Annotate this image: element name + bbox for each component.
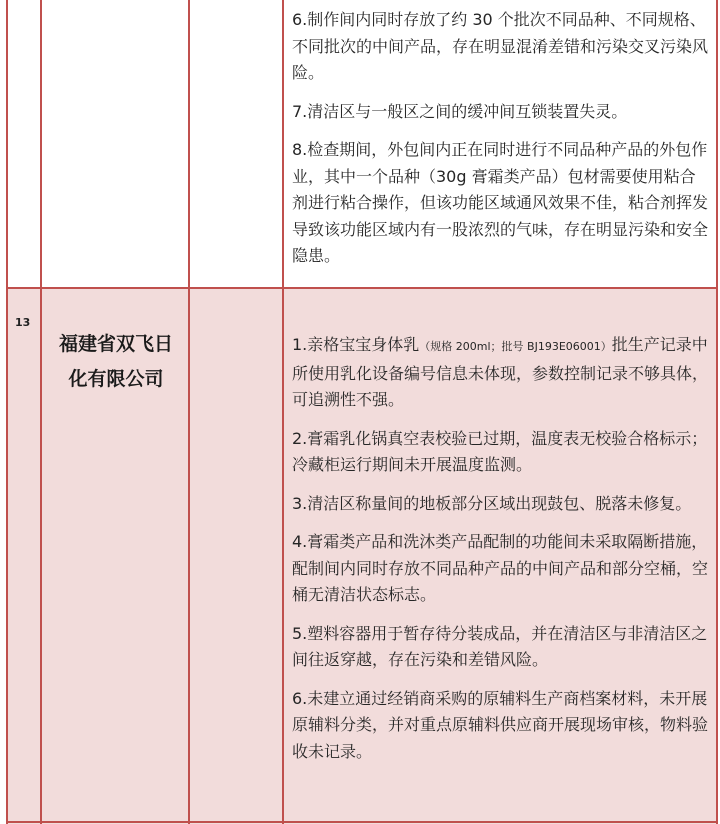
issue-item: 7.清洁区与一般区之间的缓冲间互锁装置失灵。 <box>292 101 628 121</box>
company-name: 福建省双飞日化有限公司 <box>58 333 173 390</box>
column-divider <box>282 0 284 824</box>
column-divider <box>40 0 42 824</box>
table-row-13 <box>8 289 716 824</box>
cell-issues <box>284 289 716 824</box>
row-number: 13 <box>15 316 31 329</box>
column-divider <box>188 0 190 824</box>
table-border-left <box>6 0 8 824</box>
issue-item: 2.膏霜乳化锅真空表校验已过期，温度表无校验合格标示；冷藏柜运行期间未开展温度监测。 <box>292 428 708 474</box>
cell-number <box>8 0 40 287</box>
row-divider <box>6 287 718 289</box>
cell-blank <box>190 0 282 287</box>
issue-item: 5.塑料容器用于暂存待分装成品，并在清洁区与非清洁区之间往返穿越，存在污染和差错风险。 <box>292 623 708 669</box>
issue-list <box>292 7 708 282</box>
issue-list <box>292 332 708 777</box>
cell-company <box>42 0 188 287</box>
issue-item: 4.膏霜类产品和洗沐类产品配制的功能间未采取隔断措施，配制间内同时存放不同品种产品的中间产品和部分空桶，空桶无清洁状态标志。 <box>292 532 709 604</box>
issue-item-lead: 1.亲格宝宝身体乳 <box>292 335 420 354</box>
cell-blank <box>190 289 282 824</box>
issue-item-spec: （规格 200ml；批号 BJ193E06001） <box>419 340 612 353</box>
issue-item: 6.未建立通过经销商采购的原辅料生产商档案材料，未开展原辅料分类，并对重点原辅料供应商开展现场审核，物料验收未记录。 <box>292 688 709 761</box>
issue-item <box>292 332 708 414</box>
table-row-continued <box>8 0 716 287</box>
cell-issues <box>284 0 716 287</box>
issue-item-rest: 批生产记录中所使用乳化设备编号信息未体现，参数控制记录不够具体，可追溯性不强。 <box>292 335 709 409</box>
table-border-right <box>716 0 718 824</box>
issue-item: 6.制作间内同时存放了约 30 个批次不同品种、不同规格、不同批次的中间产品，存在明显混淆差错和污染交叉污染风险。 <box>292 10 709 82</box>
cell-company <box>42 289 188 824</box>
issue-item: 3.清洁区称量间的地板部分区域出现鼓包、脱落未修复。 <box>292 493 692 513</box>
row-divider <box>6 821 718 823</box>
cell-number <box>8 289 40 824</box>
issue-item: 8.检查期间，外包间内正在同时进行不同品种产品的外包作业，其中一个品种（30g 膏霜类产品）包材需要使用粘合剂进行粘合操作，但该功能区域通风效果不佳，粘合剂挥发导致该功能区域内有一股浓烈的气味，存在明显污染和安全隐患。 <box>292 140 709 265</box>
